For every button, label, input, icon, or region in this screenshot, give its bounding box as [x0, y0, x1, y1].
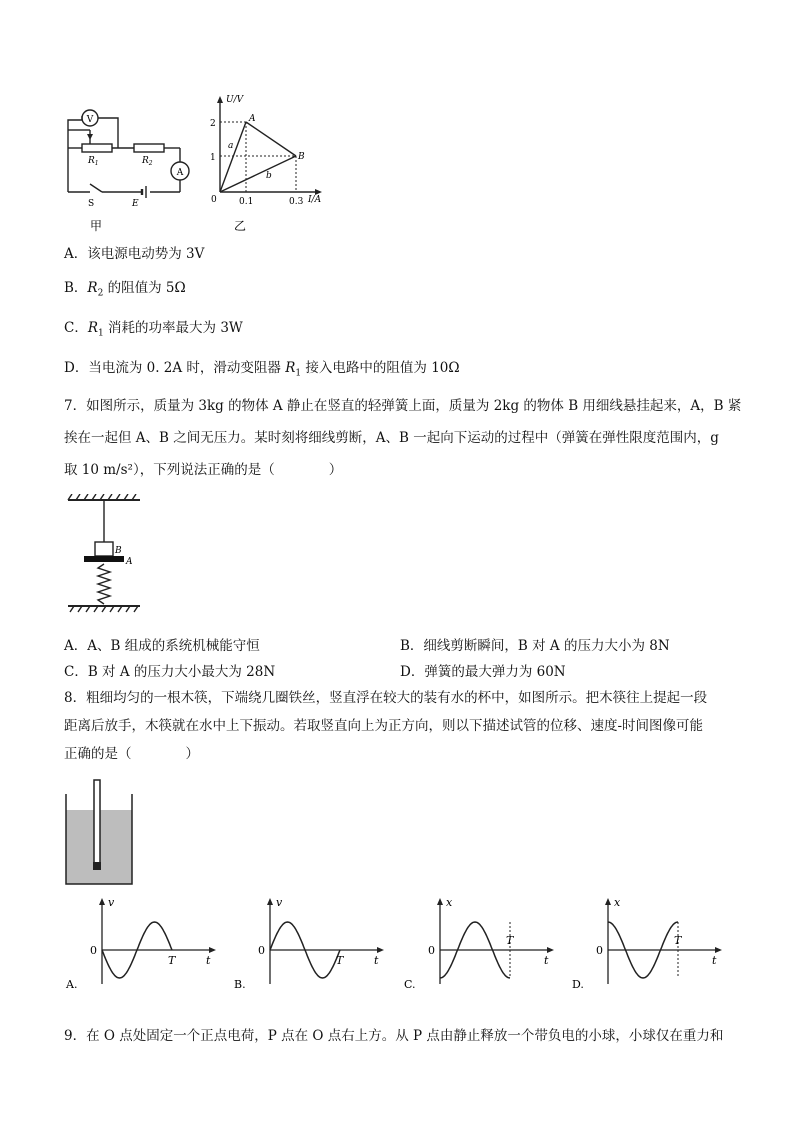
q7-option-b: B．细线剪断瞬间，B 对 A 的压力大小为 8N — [400, 638, 670, 654]
spring-block-figure — [64, 494, 154, 620]
q7-stem-line1: 7．如图所示，质量为 3kg 的物体 A 静止在竖直的轻弹簧上面，质量为 2kg 的物体 B 用细线悬挂起来，A，B 紧 — [64, 398, 742, 414]
q7-stem-line2: 挨在一起但 A、B 之间无压力。某时刻将细线剪断，A、B 一起向下运动的过程中（弹簧在弹性限度范围内，g — [64, 430, 719, 446]
y-axis-label: U/V — [226, 95, 244, 105]
voltmeter-label: V — [86, 115, 94, 125]
q8-graph-b — [234, 896, 384, 991]
arrow-right-icon — [377, 947, 384, 953]
point-b-label: B — [298, 152, 305, 162]
q6-figures — [60, 88, 330, 238]
t-label: t — [712, 954, 717, 967]
q6-option-c: C．$R_1$ 消耗的功率最大为 3W — [64, 320, 243, 339]
q7-option-d: D．弹簧的最大弹力为 60N — [400, 664, 566, 680]
q8-graph-a — [65, 896, 216, 991]
q8-stem-line1: 8．粗细均匀的一根木筷，下端绕几圈铁丝，竖直浮在较大的装有水的杯中，如图所示。把木筷往上提起一段 — [64, 690, 708, 706]
q7-stem-line3: 取 10 m/s²），下列说法正确的是（ ） — [64, 462, 343, 478]
fig-label-yi: 乙 — [234, 219, 247, 233]
arrow-up-icon — [437, 898, 443, 905]
option-letter: D. — [572, 978, 584, 991]
cup-chopstick-figure — [64, 776, 144, 888]
r1-label: $R_1$ — [88, 156, 99, 167]
period-label: T — [336, 954, 344, 967]
y-label: x — [446, 896, 453, 909]
block-a — [84, 556, 124, 562]
y-label: v — [276, 896, 283, 909]
q7-option-c: C．B 对 A 的压力大小最大为 28N — [64, 664, 276, 680]
arrow-up-icon — [99, 898, 105, 905]
ammeter-label: A — [176, 168, 184, 178]
switch-label: S — [88, 199, 95, 209]
q8-graph-d — [572, 896, 722, 991]
iron-wire — [93, 862, 101, 870]
y-label: x — [614, 896, 621, 909]
line-b-label: b — [266, 171, 272, 181]
q9-stem-line1: 9．在 O 点处固定一个正点电荷，P 点在 O 点右上方。从 P 点由静止释放一个带负电的小球，小球仅在重力和 — [64, 1028, 724, 1044]
point-a-label: A — [249, 114, 256, 124]
r2-label: $R_2$ — [142, 156, 153, 167]
emf-label: E — [132, 199, 139, 209]
t-label: t — [374, 954, 379, 967]
q8-stem-line3: 正确的是（ ） — [64, 746, 199, 762]
arrow-right-icon — [715, 947, 722, 953]
option-letter: C. — [404, 978, 416, 991]
q8-graphs — [60, 894, 750, 994]
label-b: B — [115, 546, 122, 556]
option-letter: A. — [66, 978, 78, 991]
zero-label: 0 — [258, 944, 265, 957]
arrow-up-icon — [267, 898, 273, 905]
arrow-up-icon — [217, 96, 223, 103]
q7-option-a: A．A、B 组成的系统机械能守恒 — [64, 638, 260, 654]
q6-option-d: D．当电流为 0. 2A 时，滑动变阻器 $R_1$ 接入电路中的阻值为 10Ω — [64, 360, 460, 379]
t-label: t — [206, 954, 211, 967]
q6-option-a: A．该电源电动势为 3V — [64, 246, 205, 262]
tick-x01: 0.1 — [239, 197, 254, 207]
q8-stem-line2: 距离后放手，木筷就在水中上下振动。若取竖直向上为正方向，则以下描述试管的位移、速度-时间图像可能 — [64, 718, 704, 734]
arrow-up-icon — [605, 898, 611, 905]
zero-label: 0 — [596, 944, 603, 957]
tick-x03: 0.3 — [289, 197, 304, 207]
period-label: T — [168, 954, 176, 967]
y-label: v — [108, 896, 115, 909]
t-label: t — [544, 954, 549, 967]
line-a-label: a — [228, 141, 234, 151]
arrow-right-icon — [547, 947, 554, 953]
slider-arrow-icon — [87, 134, 93, 140]
label-a: A — [126, 557, 133, 567]
zero-label: 0 — [428, 944, 435, 957]
period-label: T — [506, 934, 514, 947]
q8-graph-c — [404, 896, 554, 991]
period-label: T — [674, 934, 682, 947]
zero-label: 0 — [90, 944, 97, 957]
tick-y1: 1 — [210, 153, 216, 163]
fig-label-jia: 甲 — [90, 219, 103, 233]
arrow-right-icon — [209, 947, 216, 953]
origin-label: 0 — [211, 195, 217, 205]
tick-y2: 2 — [210, 119, 216, 129]
q6-option-b: B．$R_2$ 的阻值为 5Ω — [64, 280, 186, 299]
x-axis-label: I/A — [308, 195, 322, 205]
option-letter: B. — [234, 978, 246, 991]
